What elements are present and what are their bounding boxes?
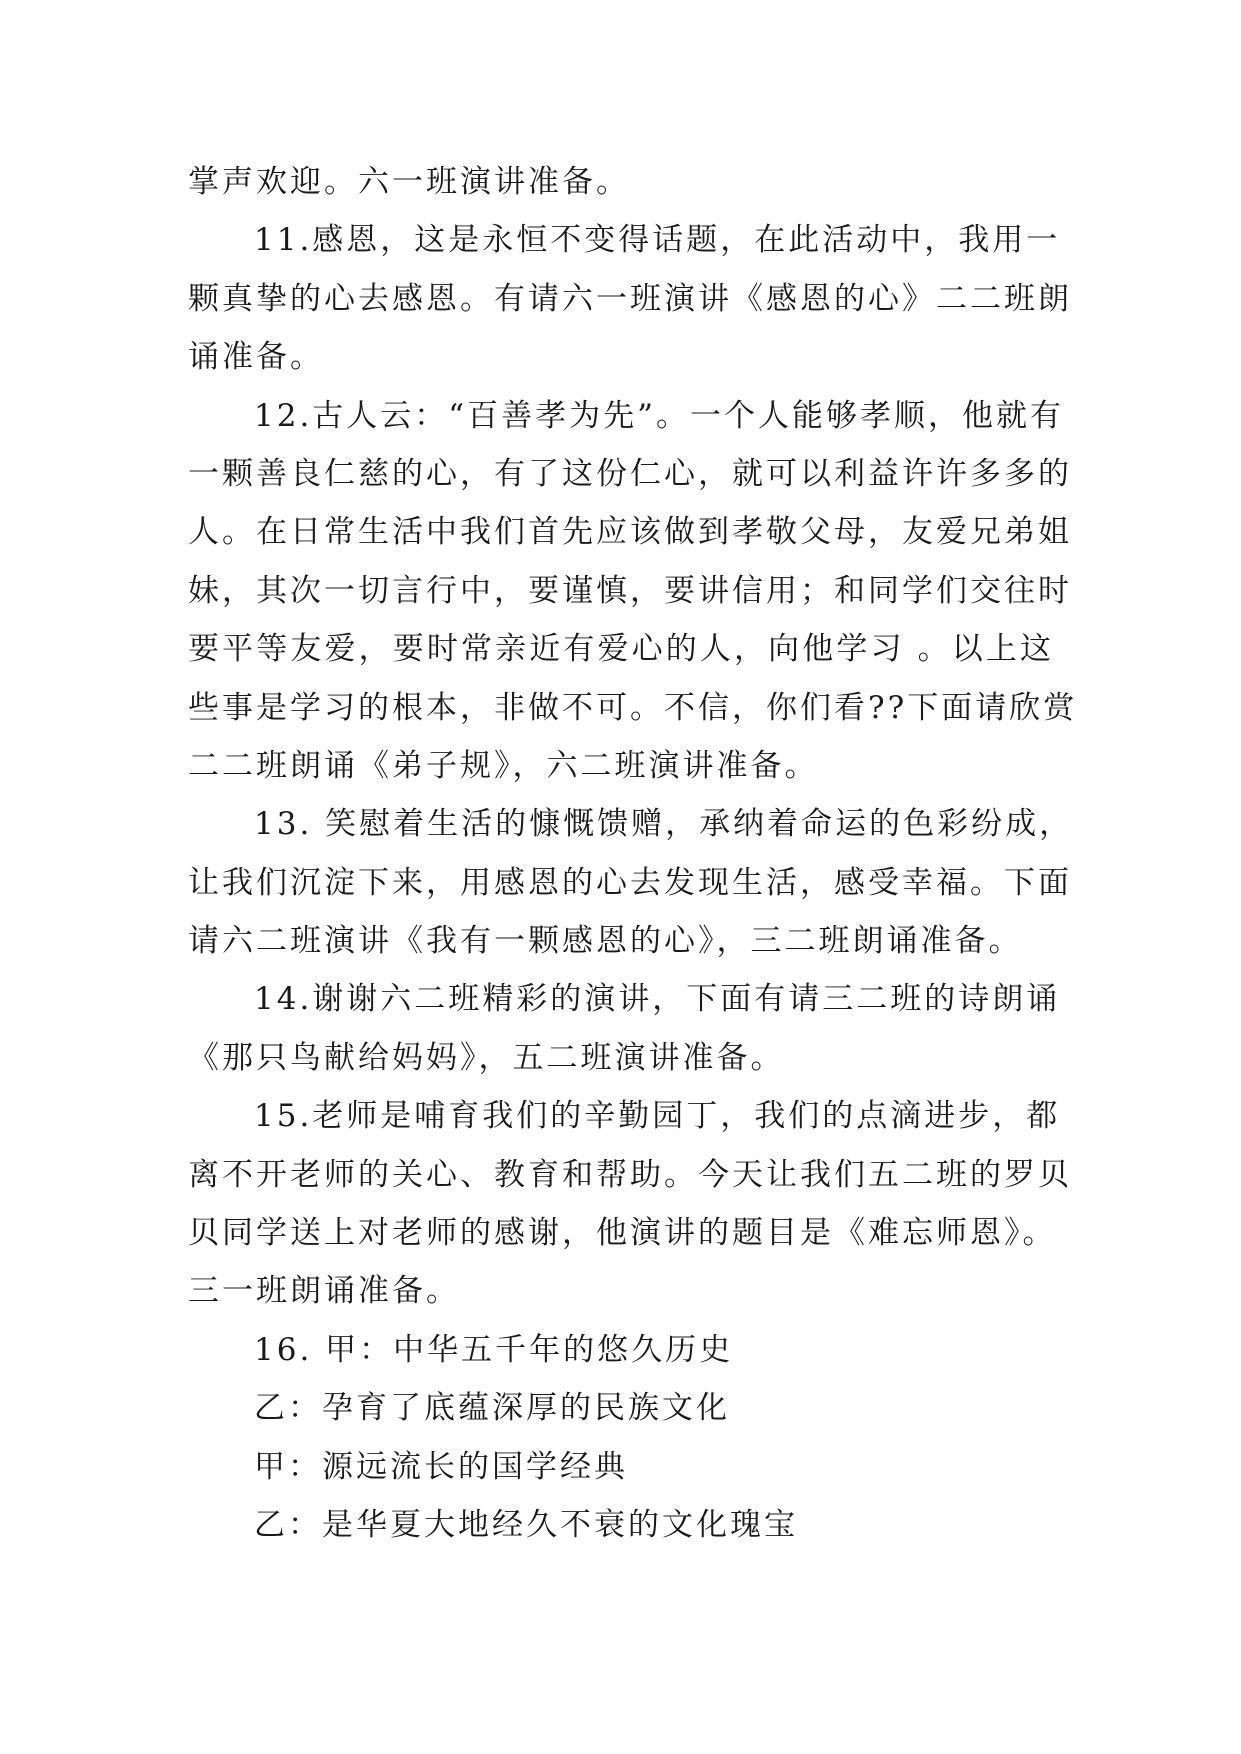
text-line: 妹，其次一切言行中，要谨慎，要讲信用；和同学们交往时 <box>188 572 1072 609</box>
text-line: 15.老师是哺育我们的辛勤园丁，我们的点滴进步，都 <box>254 1098 1061 1135</box>
text-line: 三一班朗诵准备。 <box>188 1273 460 1310</box>
text-line: 乙：是华夏大地经久不衰的文化瑰宝 <box>254 1506 798 1543</box>
text-line: 贝同学送上对老师的感谢，他演讲的题目是《难忘师恩》。 <box>188 1215 1057 1252</box>
text-line: 请六二班演讲《我有一颗感恩的心》，三二班朗诵准备。 <box>188 923 1023 960</box>
text-line: 《那只鸟献给妈妈》，五二班演讲准备。 <box>188 1039 785 1076</box>
text-line: 诵准备。 <box>188 339 324 376</box>
text-line: 11.感恩，这是永恒不变得话题，在此活动中，我用一 <box>254 222 1061 259</box>
document-body <box>188 153 1078 1554</box>
text-line: 二二班朗诵《弟子规》，六二班演讲准备。 <box>188 747 819 784</box>
text-line: 些事是学习的根本，非做不可。不信，你们看??下面请欣赏 <box>188 689 1078 726</box>
text-line: 16. 甲：中华五千年的悠久历史 <box>254 1331 734 1368</box>
text-line: 颗真挚的心去感恩。有请六一班演讲《感恩的心》二二班朗 <box>188 280 1072 317</box>
text-line: 一颗善良仁慈的心，有了这份仁心，就可以利益许许多多的 <box>188 455 1072 492</box>
text-line: 14.谢谢六二班精彩的演讲，下面有请三二班的诗朗诵 <box>254 981 1061 1018</box>
text-line: 12.古人云：“百善孝为先”。一个人能够孝顺，他就有 <box>254 397 1064 434</box>
text-line: 乙：孕育了底蕴深厚的民族文化 <box>254 1390 730 1427</box>
text-line: 掌声欢迎。六一班演讲准备。 <box>188 164 630 200</box>
text-line: 甲：源远流长的国学经典 <box>254 1448 628 1485</box>
text-line: 离不开老师的关心、教育和帮助。今天让我们五二班的罗贝 <box>188 1156 1072 1193</box>
text-line: 让我们沉淀下来，用感恩的心去发现生活，感受幸福。下面 <box>188 864 1072 901</box>
text-line: 人。在日常生活中我们首先应该做到孝敬父母，友爱兄弟姐 <box>188 514 1072 551</box>
text-line: 要平等友爱，要时常亲近有爱心的人，向他学习 。以上这 <box>188 631 1054 668</box>
text-line: 13. 笑慰着生活的慷慨馈赠，承纳着命运的色彩纷成， <box>254 806 1074 843</box>
